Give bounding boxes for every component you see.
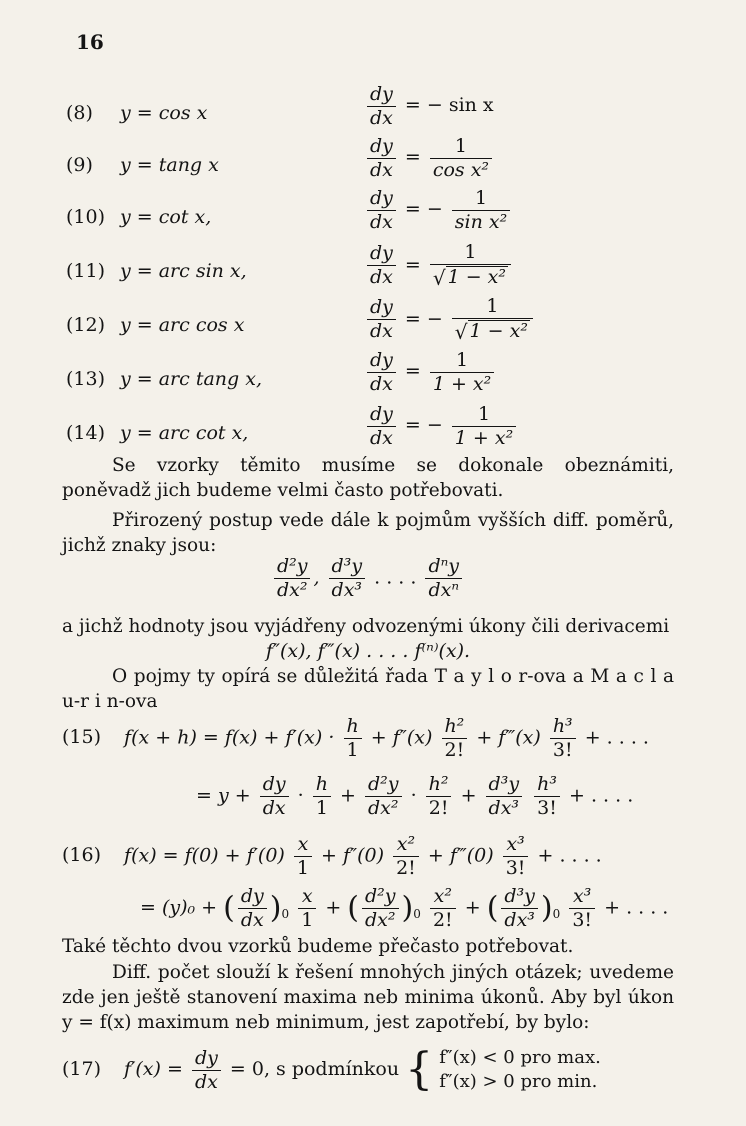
equation-number: (10) <box>66 206 106 228</box>
derivative-row <box>66 296 666 352</box>
equation-16-line1: (16) f(x) = f(0) + f′(0) $\frac{x}{1}$ + f″(0) $\frac{\text{x²}}{2!}$ + f‴(0) $\frac{\text{x³}}{3!}$ + . . . . <box>62 833 602 879</box>
higher-derivative-symbols: $\frac{\text{d²y}}{\text{dx²}}$ , $\frac{\text{d³y}}{\text{dx³}}$ . . . . $\frac{\text{dⁿy}}{\text{dxⁿ}}$ <box>62 556 674 601</box>
paragraph-derivatives: a jichž hodnoty jsou vyjádřeny odvozenými úkony čili derivacemi <box>62 616 670 637</box>
equation-number: (13) <box>66 368 106 390</box>
derivative-row <box>66 350 666 406</box>
equation-number: (8) <box>66 102 93 124</box>
equation-rhs: $\frac{dy}{dx}$ = − $\frac{1}{\text{1 + x²}}$ <box>364 404 519 449</box>
derivative-row <box>66 136 666 192</box>
equation-lhs: y = cot x, <box>120 206 212 228</box>
equation-15-line1: (15) f(x + h) = f(x) + f′(x) · $\frac{h}{1}$ + f″(x) $\frac{\text{h²}}{2!}$ + f‴(x) $\frac{\text{h³}}{3!}$ + . . . . <box>62 715 649 761</box>
frac-d3y: $\frac{\text{d³y}}{\text{dx³}}$ <box>329 556 366 601</box>
equation-lhs: y = cos x <box>120 102 208 124</box>
equation-rhs: $\frac{dy}{dx}$ = 1 √ 1 − x² <box>364 242 514 290</box>
paragraph-two-formulas: Také těchto dvou vzorků budeme přečasto potřebovat. <box>62 936 574 957</box>
equation-rhs: $\frac{dy}{dx}$ = $\frac{1}{\text{1 + x²}}$ <box>364 350 497 395</box>
derivative-row <box>66 84 666 140</box>
equation-rhs: $\frac{dy}{dx}$ = − $\frac{1}{\text{sin x²}}$ <box>364 188 513 233</box>
frac-dny: $\frac{\text{dⁿy}}{\text{dxⁿ}}$ <box>425 556 462 601</box>
paragraph-formulas-note: Se vzorky těmito musíme se dokonale obeznámiti, poněvadž jich budeme velmi často potřebovati. <box>62 455 674 501</box>
equation-number: (9) <box>66 154 93 176</box>
equation-lhs: y = tang x <box>120 154 219 176</box>
equation-rhs: $\frac{dy}{dx}$ = − 1 √ 1 − x² <box>364 296 536 344</box>
equation-rhs: $\frac{dy}{dx}$ = $\frac{1}{\text{cos x²}}$ <box>364 136 495 181</box>
condition-max: f″(x) < 0 pro max. <box>439 1047 601 1068</box>
paragraph-taylor-maclaurin: O pojmy ty opírá se důležitá řada T a y l o r-ova a M a c l a u-r i n-ova <box>62 666 674 712</box>
equation-number: (14) <box>66 422 106 444</box>
equation-rhs: $\frac{dy}{dx}$ = − sin x <box>364 84 500 129</box>
equation-15-line2: = y + $\frac{dy}{dx}$ · $\frac{h}{1}$ + $\frac{\text{d²y}}{\text{dx²}}$ · $\frac{\text{h²}}{2!}$ + $\frac{\text{d³y}}{\text{dx³}}$ $\frac{\text{h³}}{3!}$ + . . . . <box>196 773 634 819</box>
equation-lhs: y = arc cos x <box>120 314 245 336</box>
equation-number: (12) <box>66 314 106 336</box>
page-number: 16 <box>76 30 104 54</box>
equation-lhs: y = arc sin x, <box>120 260 247 282</box>
condition-min: f″(x) > 0 pro min. <box>439 1071 598 1092</box>
equation-number: (11) <box>66 260 106 282</box>
derivative-row <box>66 188 666 244</box>
derivative-list: f″(x), f‴(x) . . . . f⁽ⁿ⁾(x). <box>265 640 471 662</box>
derivative-row <box>66 242 666 298</box>
equation-17: (17) f′(x) = $\frac{dy}{dx}$ = 0, s podmínkou { f″(x) < 0 pro max. f″(x) > 0 pro min. <box>62 1044 601 1095</box>
equation-16-line2: = (y)₀ + ( $\frac{dy}{dx}$ )$_0$ $\frac{x}{1}$ + ( $\frac{\text{d²y}}{\text{dx²}}$ )$_0$ $\frac{\text{x²}}{2!}$ + ( $\frac{\text{d³y}}{\text{dx³}}$ )$_0$ $\frac{\text{x³}}{3!}$ + . . . . <box>140 885 669 931</box>
paragraph-higher-ratios: Přirozený postup vede dále k pojmům vyšších diff. poměrů, jichž znaky jsou: <box>62 510 674 556</box>
paragraph-max-min: Diff. počet slouží k řešení mnohých jiných otázek; uvedeme zde jen ještě stanovení maxima neb minima úkonů. Aby byl úkon y = f(x) maximum neb minimum, jest zapotřebí, by bylo: <box>62 962 674 1033</box>
frac-d2y: $\frac{\text{d²y}}{\text{dx²}}$ <box>274 556 311 601</box>
equation-lhs: y = arc cot x, <box>120 422 249 444</box>
derivative-row <box>66 404 666 460</box>
equation-lhs: y = arc tang x, <box>120 368 262 390</box>
